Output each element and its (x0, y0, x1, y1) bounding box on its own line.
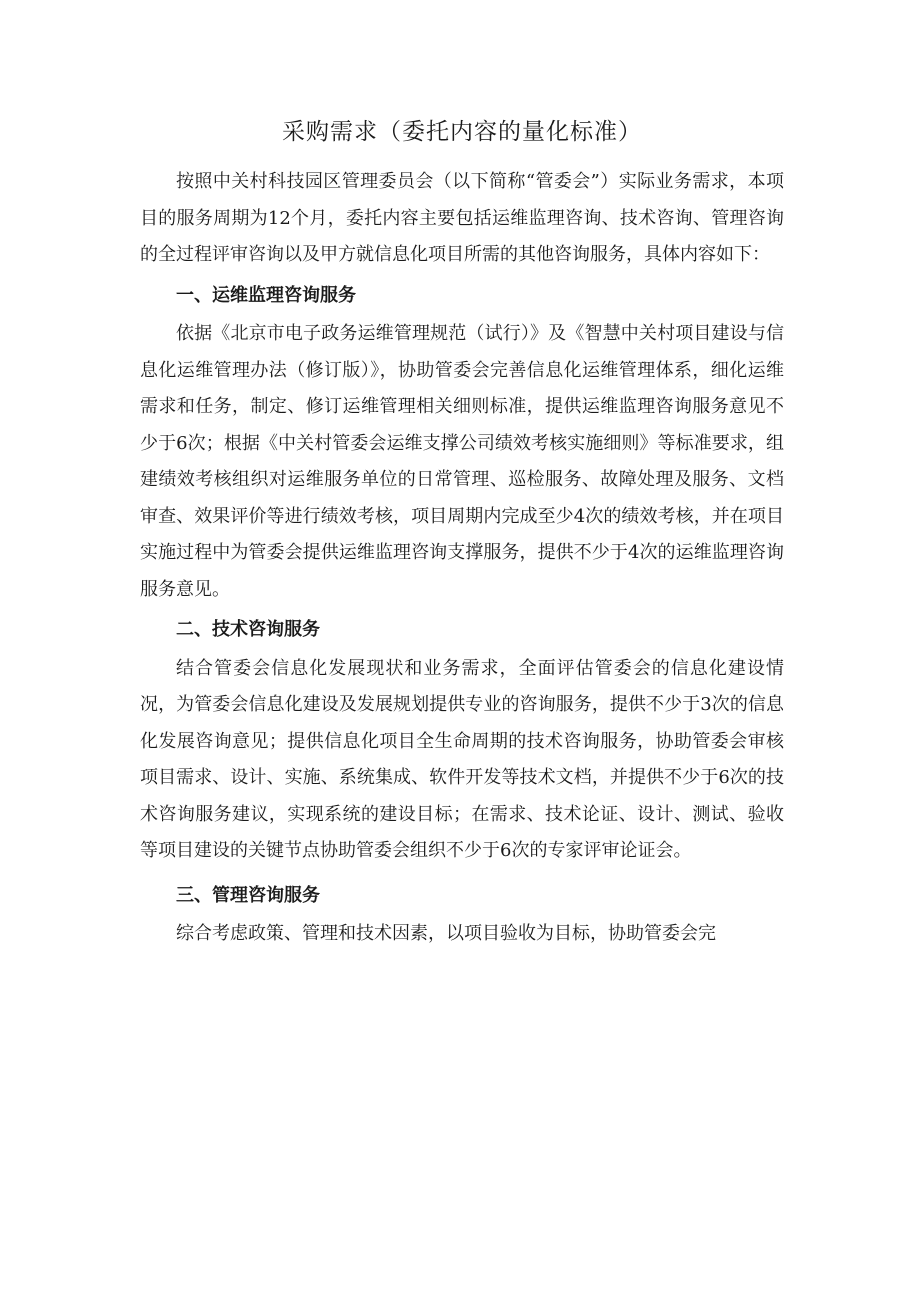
document-content (140, 114, 784, 953)
section-heading-tech-consulting: 二、技术咨询服务 (176, 619, 320, 640)
section-body-ops-supervision: 依据《北京市电子政务运维管理规范（试行）》及《智慧中关村项目建设与信息化运维管理办法（修订版）》，协助管委会完善信息化运维管理体系，细化运维需求和任务，制定、修订运维管理相关细则标准，提供运维监理咨询服务意见不少于6次；根据《中关村管委会运维支撑公司绩效考核实施细则》等标准要求，组建绩效考核组织对运维服务单位的日常管理、巡检服务、故障处理及服务、文档审查、效果评价等进行绩效考核，项目周期内完成至少4次的绩效考核，并在项目实施过程中为管委会提供运维监理咨询支撑服务，提供不少于4次的运维监理咨询服务意见。 (140, 323, 784, 600)
section-body-mgmt-consulting: 综合考虑政策、管理和技术因素，以项目验收为目标，协助管委会完 (176, 923, 716, 944)
section-body-tech-consulting: 结合管委会信息化发展现状和业务需求，全面评估管委会的信息化建设情况，为管委会信息化建设及发展规划提供专业的咨询服务，提供不少于3次的信息化发展咨询意见；提供信息化项目全生命周期的技术咨询服务，协助管委会审核项目需求、设计、实施、系统集成、软件开发等技术文档，并提供不少于6次的技术咨询服务建议，实现系统的建设目标；在需求、技术论证、设计、测试、验收等项目建设的关键节点协助管委会组织不少于6次的专家评审论证会。 (140, 657, 784, 861)
intro-paragraph: 按照中关村科技园区管理委员会（以下简称“管委会”）实际业务需求，本项目的服务周期为12个月，委托内容主要包括运维监理咨询、技术咨询、管理咨询的全过程评审咨询以及甲方就信息化项目所需的其他咨询服务，具体内容如下： (140, 171, 784, 265)
section-heading-ops-supervision: 一、运维监理咨询服务 (176, 284, 356, 306)
document-title: 采购需求（委托内容的量化标准） (282, 119, 642, 145)
section-heading-mgmt-consulting: 三、管理咨询服务 (176, 884, 320, 906)
